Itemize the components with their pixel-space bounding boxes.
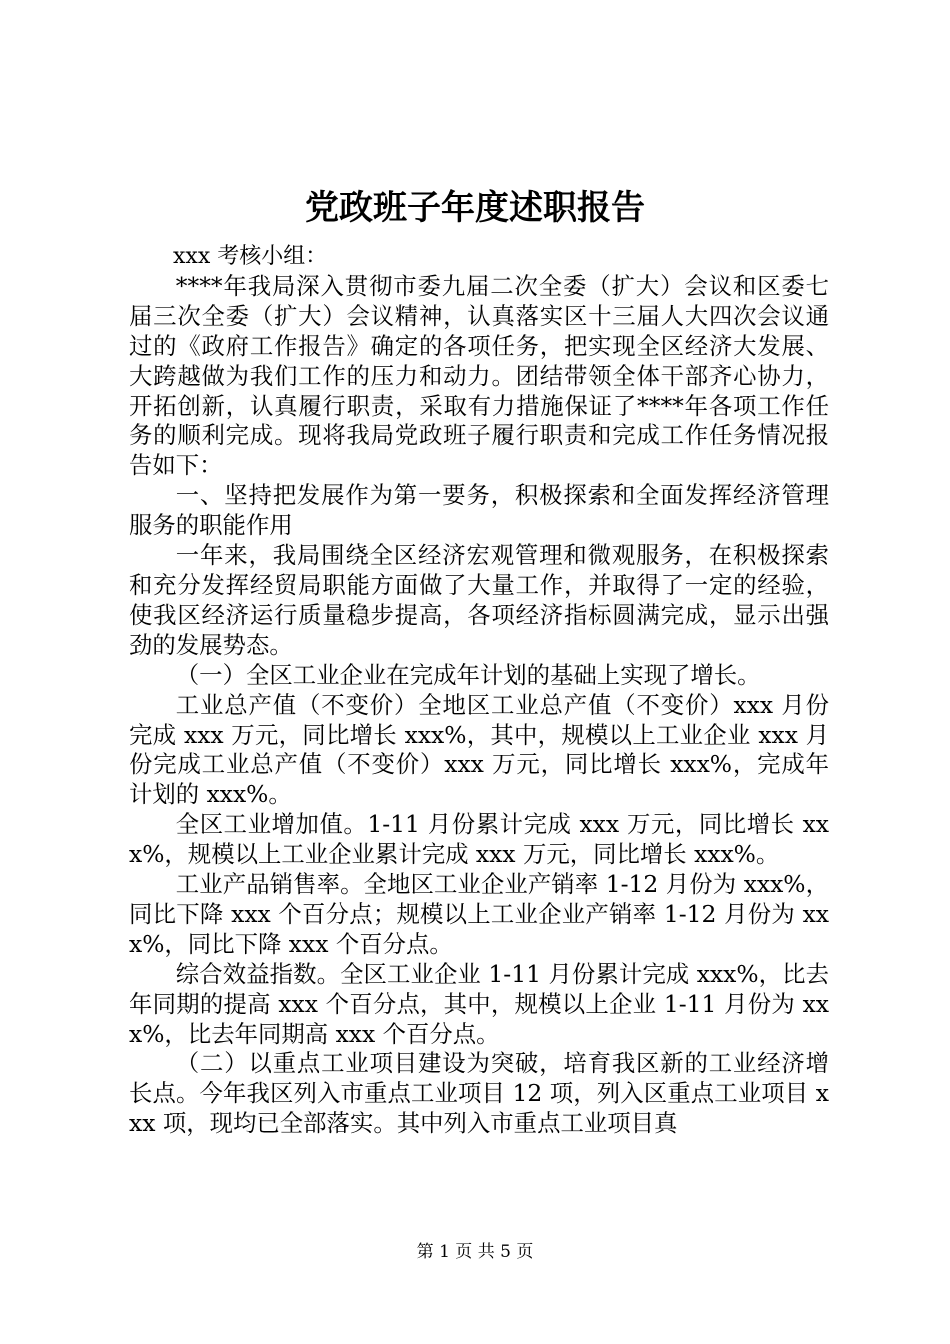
section-heading: 一、坚持把发展作为第一要务，积极探索和全面发挥经济管理服务的职能作用 xyxy=(129,481,829,540)
paragraph: 工业产品销售率。全地区工业企业产销率 1-12 月份为 xxx%，同比下降 xxx 个百分点；规模以上工业企业产销率 1-12 月份为 xxx%，同比下降 xxx 个百分点。 xyxy=(129,870,829,958)
paragraph: 全区工业增加值。1-11 月份累计完成 xxx 万元，同比增长 xxx%，规模以上工业企业累计完成 xxx 万元，同比增长 xxx%。 xyxy=(129,810,829,869)
paragraph: 综合效益指数。全区工业企业 1-11 月份累计完成 xxx%，比去年同期的提高 xxx 个百分点，其中，规模以上企业 1-11 月份为 xxx%，比去年同期高 xxx 个百分点。 xyxy=(129,959,829,1048)
salutation: xxx 考核小组： xyxy=(173,244,328,269)
paragraph: 工业总产值（不变价）全地区工业总产值（不变价）xxx 月份完成 xxx 万元，同比增长 xxx%，其中，规模以上工业企业 xxx 月份完成工业总产值（不变价）xxx 万元，同比增长 xxx%，完成年计划的 xxx%。 xyxy=(129,690,829,809)
document-body xyxy=(129,242,829,1139)
paragraph: ****年我局深入贯彻市委九届二次全委（扩大）会议和区委七届三次全委（扩大）会议精神，认真落实区十三届人大四次会议通过的《政府工作报告》确定的各项任务，把实现全区经济大发展、大跨越做为我们工作的压力和动力。团结带领全体干部齐心协力，开拓创新，认真履行职责，采取有力措施保证了****年各项工作任务的顺利完成。现将我局党政班子履行职责和完成工作任务情况报告如下： xyxy=(129,271,829,480)
document-title: 党政班子年度述职报告 xyxy=(305,188,645,228)
subsection-heading: （一）全区工业企业在完成年计划的基础上实现了增长。 xyxy=(175,660,761,689)
paragraph: （二）以重点工业项目建设为突破，培育我区新的工业经济增长点。今年我区列入市重点工业项目 12 项，列入区重点工业项目 xxx 项，现均已全部落实。其中列入市重点工业项目真 xyxy=(129,1049,829,1138)
paragraph: 一年来，我局围绕全区经济宏观管理和微观服务，在积极探索和充分发挥经贸局职能方面做了大量工作，并取得了一定的经验，使我区经济运行质量稳步提高，各项经济指标圆满完成，显示出强劲的发展势态。 xyxy=(129,541,829,659)
page-footer: 第 1 页 共 5 页 xyxy=(416,1242,534,1262)
